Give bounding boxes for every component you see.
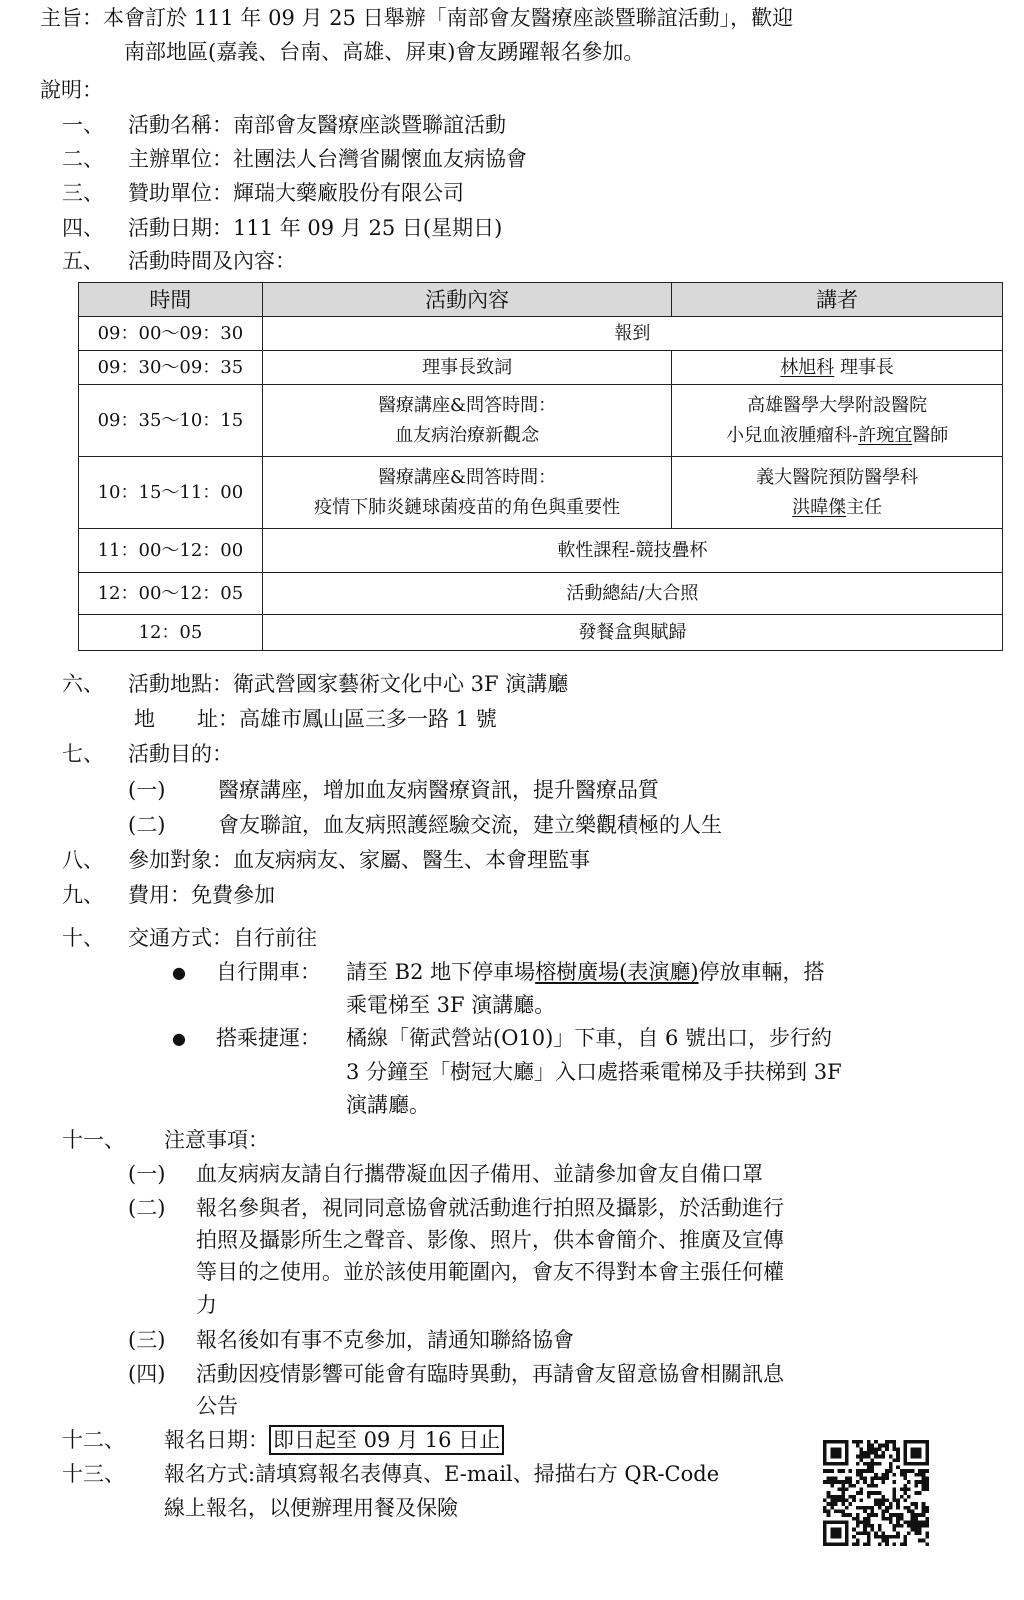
car-line-1-underlined: 榕樹廣場(表演廳) (535, 960, 699, 984)
reg-method-line-1: 報名方式:請填寫報名表傳真、E-mail、掃描右方 QR-Code (164, 1462, 720, 1486)
speaker-name: 林旭科 (780, 356, 835, 378)
subject-text-2: 南部地區(嘉義、台南、高雄、屏東)會友踴躍報名參加。 (124, 40, 645, 64)
subject-text-1: 本會訂於 111 年 09 月 25 日舉辦「南部會友醫療座談暨聯誼活動」，歡迎 (103, 6, 794, 30)
mrt-line-2: 3 分鐘至「樹冠大廳」入口處搭乘電梯及手扶梯到 3F (346, 1060, 842, 1084)
car-line-1-pre: 請至 B2 地下停車場 (346, 960, 536, 984)
row-time: 11：00～12：00 (79, 529, 263, 573)
content-line-1: 醫療講座&問答時間： (378, 394, 557, 416)
speaker-title: 主任 (846, 496, 883, 518)
target-num: 八、 (62, 848, 104, 872)
purpose-sub1: 醫療講座，增加血友病醫療資訊，提升醫療品質 (218, 778, 659, 802)
item-2-text: 主辦單位：社團法人台灣省關懷血友病協會 (128, 147, 527, 171)
row-content: 理事長致詞 (262, 351, 672, 385)
note-1: 血友病病友請自行攜帶凝血因子備用、並請參加會友自備口罩 (196, 1162, 763, 1186)
venue-num: 六、 (62, 672, 104, 696)
note-4-line-2: 公告 (196, 1394, 238, 1418)
header-time: 時間 (79, 283, 263, 317)
row-speaker (672, 351, 1003, 385)
speaker-title: 醫師 (912, 424, 949, 446)
note-4-line-1: 活動因疫情影響可能會有臨時異動，再請會友留意協會相關訊息 (196, 1362, 784, 1386)
bullet-icon: ● (172, 963, 186, 982)
note-3: 報名後如有事不克參加，請通知聯絡協會 (196, 1328, 574, 1352)
item-3-num: 三、 (62, 181, 104, 205)
fee-num: 九、 (62, 883, 104, 907)
table-row (79, 457, 1003, 529)
note-2-line-2: 拍照及攝影所生之聲音、影像、照片，供本會簡介、推廣及宣傳 (196, 1228, 784, 1252)
content-line-2: 血友病治療新觀念 (395, 424, 540, 446)
row-time: 09：30～09：35 (79, 351, 263, 385)
purpose-sub2: 會友聯誼，血友病照護經驗交流，建立樂觀積極的人生 (218, 813, 722, 837)
reg-method-line-2: 線上報名，以便辦理用餐及保險 (164, 1496, 458, 1520)
row-time: 10：15～11：00 (79, 457, 263, 529)
table-row (79, 573, 1003, 615)
purpose-num: 七、 (62, 742, 104, 766)
purpose-sub2-num: (二) (128, 813, 166, 837)
transport-text: 交通方式：自行前往 (128, 926, 317, 950)
table-row (79, 615, 1003, 651)
table-row (79, 351, 1003, 385)
header-content: 活動內容 (262, 283, 672, 317)
speaker-line-2 (672, 493, 1002, 523)
row-time: 12：05 (79, 615, 263, 651)
notes-num: 十一、 (62, 1128, 125, 1152)
row-content: 活動總結/大合照 (262, 573, 1002, 615)
fee-text: 費用：免費參加 (128, 883, 275, 907)
note-4-num: (四) (128, 1362, 166, 1386)
note-1-num: (一) (128, 1162, 166, 1186)
purpose-text: 活動目的： (128, 742, 233, 766)
table-row (79, 385, 1003, 457)
car-label: 自行開車： (216, 960, 321, 984)
car-line-1-post: 停放車輛，搭 (698, 960, 825, 984)
row-time: 12：00～12：05 (79, 573, 263, 615)
speaker-line-2 (672, 421, 1002, 451)
mrt-label: 搭乘捷運： (216, 1026, 321, 1050)
speaker-name: 洪暐傑 (792, 496, 847, 518)
reg-date-value: 即日起至 09 月 16 日止 (269, 1425, 504, 1455)
mrt-line-1: 橘線「衛武營站(O10)」下車，自 6 號出口，步行約 (346, 1026, 833, 1050)
speaker-line-1: 高雄醫學大學附設醫院 (747, 394, 928, 416)
note-2-num: (二) (128, 1196, 166, 1220)
schedule-table (78, 282, 1003, 651)
schedule-header-row (79, 283, 1003, 317)
table-row (79, 317, 1003, 351)
notes-text: 注意事項： (164, 1128, 269, 1152)
item-2-num: 二、 (62, 147, 104, 171)
content-line-2: 疫情下肺炎鏈球菌疫苗的角色與重要性 (314, 496, 621, 518)
note-2-line-1: 報名參與者，視同同意協會就活動進行拍照及攝影，於活動進行 (196, 1196, 784, 1220)
venue-address: 地 址：高雄市鳳山區三多一路 1 號 (134, 707, 497, 731)
speaker-dept: 小兒血液腫瘤科- (726, 424, 859, 446)
row-content (262, 385, 672, 457)
item-1-text: 活動名稱：南部會友醫療座談暨聯誼活動 (128, 113, 506, 137)
speaker-line-1: 義大醫院預防醫學科 (756, 466, 919, 488)
subject-line-1 (40, 2, 793, 35)
speaker-title: 理事長 (834, 356, 895, 378)
item-4-text: 活動日期：111 年 09 月 25 日(星期日) (128, 216, 503, 240)
row-content: 軟性課程-競技疊杯 (262, 529, 1002, 573)
row-content: 報到 (262, 317, 1002, 351)
item-4-num: 四、 (62, 216, 104, 240)
purpose-sub1-num: (一) (128, 778, 166, 802)
speaker-name: 許琬宜 (858, 424, 913, 446)
item-1-num: 一、 (62, 113, 104, 137)
reg-date-line (164, 1424, 504, 1457)
note-2-line-3: 等目的之使用。並於該使用範圍內，會友不得對本會主張任何權 (196, 1260, 784, 1284)
explain-label: 說明： (40, 78, 103, 102)
reg-date-label: 報名日期： (164, 1428, 269, 1452)
header-speaker: 講者 (672, 283, 1003, 317)
transport-num: 十、 (62, 926, 104, 950)
row-speaker (672, 385, 1003, 457)
mrt-line-3: 演講廳。 (346, 1093, 430, 1117)
table-row (79, 529, 1003, 573)
row-content: 發餐盒與賦歸 (262, 615, 1002, 651)
note-3-num: (三) (128, 1328, 166, 1352)
row-speaker (672, 457, 1003, 529)
car-line-2: 乘電梯至 3F 演講廳。 (346, 993, 556, 1017)
item-5-num: 五、 (62, 249, 104, 273)
bullet-icon: ● (172, 1029, 186, 1048)
item-5-text: 活動時間及內容： (128, 249, 296, 273)
qr-code-icon[interactable] (823, 1440, 929, 1546)
target-text: 參加對象：血友病病友、家屬、醫生、本會理監事 (128, 848, 590, 872)
reg-method-num: 十三、 (62, 1462, 125, 1486)
row-time: 09：00～09：30 (79, 317, 263, 351)
row-time: 09：35～10：15 (79, 385, 263, 457)
car-line-1 (346, 956, 825, 989)
note-2-line-4: 力 (196, 1293, 217, 1317)
row-content (262, 457, 672, 529)
item-3-text: 贊助單位：輝瑞大藥廠股份有限公司 (128, 181, 464, 205)
reg-date-num: 十二、 (62, 1428, 125, 1452)
venue-text: 活動地點：衛武營國家藝術文化中心 3F 演講廳 (128, 672, 569, 696)
subject-label: 主旨： (40, 6, 103, 30)
content-line-1: 醫療講座&問答時間： (378, 466, 557, 488)
